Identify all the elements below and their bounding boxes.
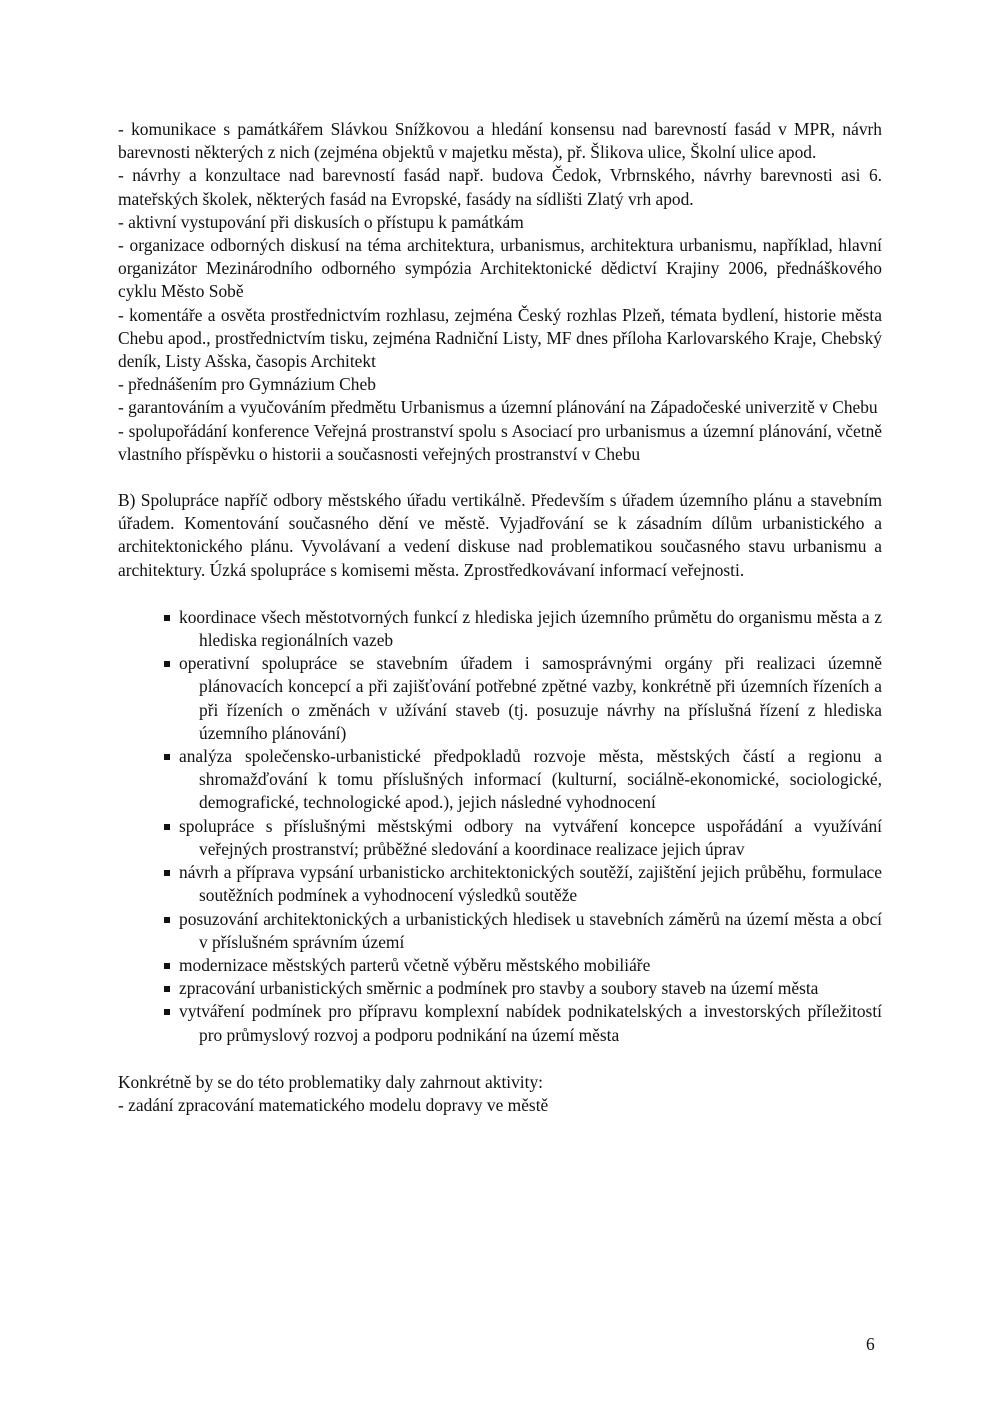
dash-item: - návrhy a konzultace nad barevností fasád např. budova Čedok, Vrbrnského, návrhy barevnosti asi 6. mateřských školek, některých fasád na Evropské, fasády na sídlišti Zlatý vrh apod. [118, 165, 882, 209]
dash-item: - spolupořádání konference Veřejná prostranství spolu s Asociací pro urbanismus a územní plánování, včetně vlastního příspěvku o historii a současnosti veřejných prostranství v Chebu [118, 420, 882, 464]
section-b-paragraph: B) Spolupráce napříč odbory městského úřadu vertikálně. Především s úřadem územního plánu a stavebním úřadem. Komentování současného dění ve městě. Vyjadřování se k zásadním dílům urbanistického a architektonického plánu. Vyvolávaní a vedení diskuse nad problematikou současného stavu urbanismu a architektury. Úzká spolupráce s komisemi města. Zprostředkovávaní informací veřejnosti. [118, 490, 882, 580]
page-number: 6 [866, 1334, 875, 1354]
square-bullet-icon [164, 917, 170, 923]
activity-dash-list [118, 118, 882, 466]
square-bullet-icon [164, 824, 170, 830]
square-bullet-icon [164, 986, 170, 992]
square-bullet-icon [164, 870, 170, 876]
bullet-item: modernizace městských parterů včetně výběru městského mobiliáře [118, 954, 882, 977]
responsibility-bullet-list [118, 606, 882, 1047]
dash-item: - zadání zpracování matematického modelu dopravy ve městě [118, 1094, 549, 1115]
bullet-item: zpracování urbanistických směrnic a podmínek pro stavby a soubory staveb na území města [118, 977, 882, 1000]
dash-item: - aktivní vystupování při diskusích o přístupu k památkám [118, 211, 524, 232]
bullet-item: vytváření podmínek pro přípravu komplexní nabídek podnikatelských a investorských příležitostí pro průmyslový rozvoj a podporu podnikání na území města [118, 1000, 882, 1046]
bullet-item: operativní spolupráce se stavebním úřadem i samosprávnými orgány při realizaci územně plánovacích koncepcí a při zajišťování potřebné zpětné vazby, konkrétně při územních řízeních a při řízeních o změnách v užívání staveb (tj. posuzuje návrhy na příslušná řízení z hlediska územního plánování) [118, 652, 882, 745]
conclusion-text: Konkrétně by se do této problematiky daly zahrnout aktivity: [118, 1071, 544, 1092]
dash-item: - komentáře a osvěta prostřednictvím rozhlasu, zejména Český rozhlas Plzeň, témata bydlení, historie města Chebu apod., prostřednictvím tisku, zejména Radniční Listy, MF dnes příloha Karlovarského Kraje, Chebský deník, Listy Ašska, časopis Architekt [118, 304, 882, 372]
bullet-item: analýza společensko-urbanistické předpokladů rozvoje města, městských částí a regionu a shromažďování k tomu příslušných informací (kulturní, sociálně-ekonomické, sociologické, demografické, technologické apod.), jejich následné vyhodnocení [118, 745, 882, 815]
bullet-item: spolupráce s příslušnými městskými odbory na vytváření koncepce uspořádání a využívání veřejných prostranství; průběžné sledování a koordinace realizace jejich úprav [118, 815, 882, 861]
square-bullet-icon [164, 754, 170, 760]
square-bullet-icon [164, 615, 170, 621]
bullet-item: koordinace všech městotvorných funkcí z hlediska jejich územního průmětu do organismu města a z hlediska regionálních vazeb [118, 606, 882, 652]
document-page [118, 118, 882, 1117]
dash-item: - komunikace s památkářem Slávkou Snížkovou a hledání konsensu nad barevností fasád v MPR, návrh barevnosti některých z nich (zejména objektů v majetku města), př. Šlikova ulice, Školní ulice apod. [118, 119, 882, 163]
dash-item: - přednášením pro Gymnázium Cheb [118, 374, 376, 395]
bullet-item: návrh a příprava vypsání urbanisticko architektonických soutěží, zajištění jejich průběhu, formulace soutěžních podmínek a vyhodnocení výsledků soutěže [118, 861, 882, 907]
square-bullet-icon [164, 963, 170, 969]
square-bullet-icon [164, 661, 170, 667]
square-bullet-icon [164, 1009, 170, 1015]
dash-item: - garantováním a vyučováním předmětu Urbanismus a územní plánování na Západočeské univerzitě v Chebu [118, 397, 878, 418]
bullet-item: posuzování architektonických a urbanistických hledisek u stavebních záměrů na území města a obcí v příslušném správním území [118, 908, 882, 954]
dash-item: - organizace odborných diskusí na téma architektura, urbanismus, architektura urbanismu, například, hlavní organizátor Mezinárodního odborného sympózia Architektonické dědictví Krajiny 2006, přednáškového cyklu Město Sobě [118, 235, 882, 302]
